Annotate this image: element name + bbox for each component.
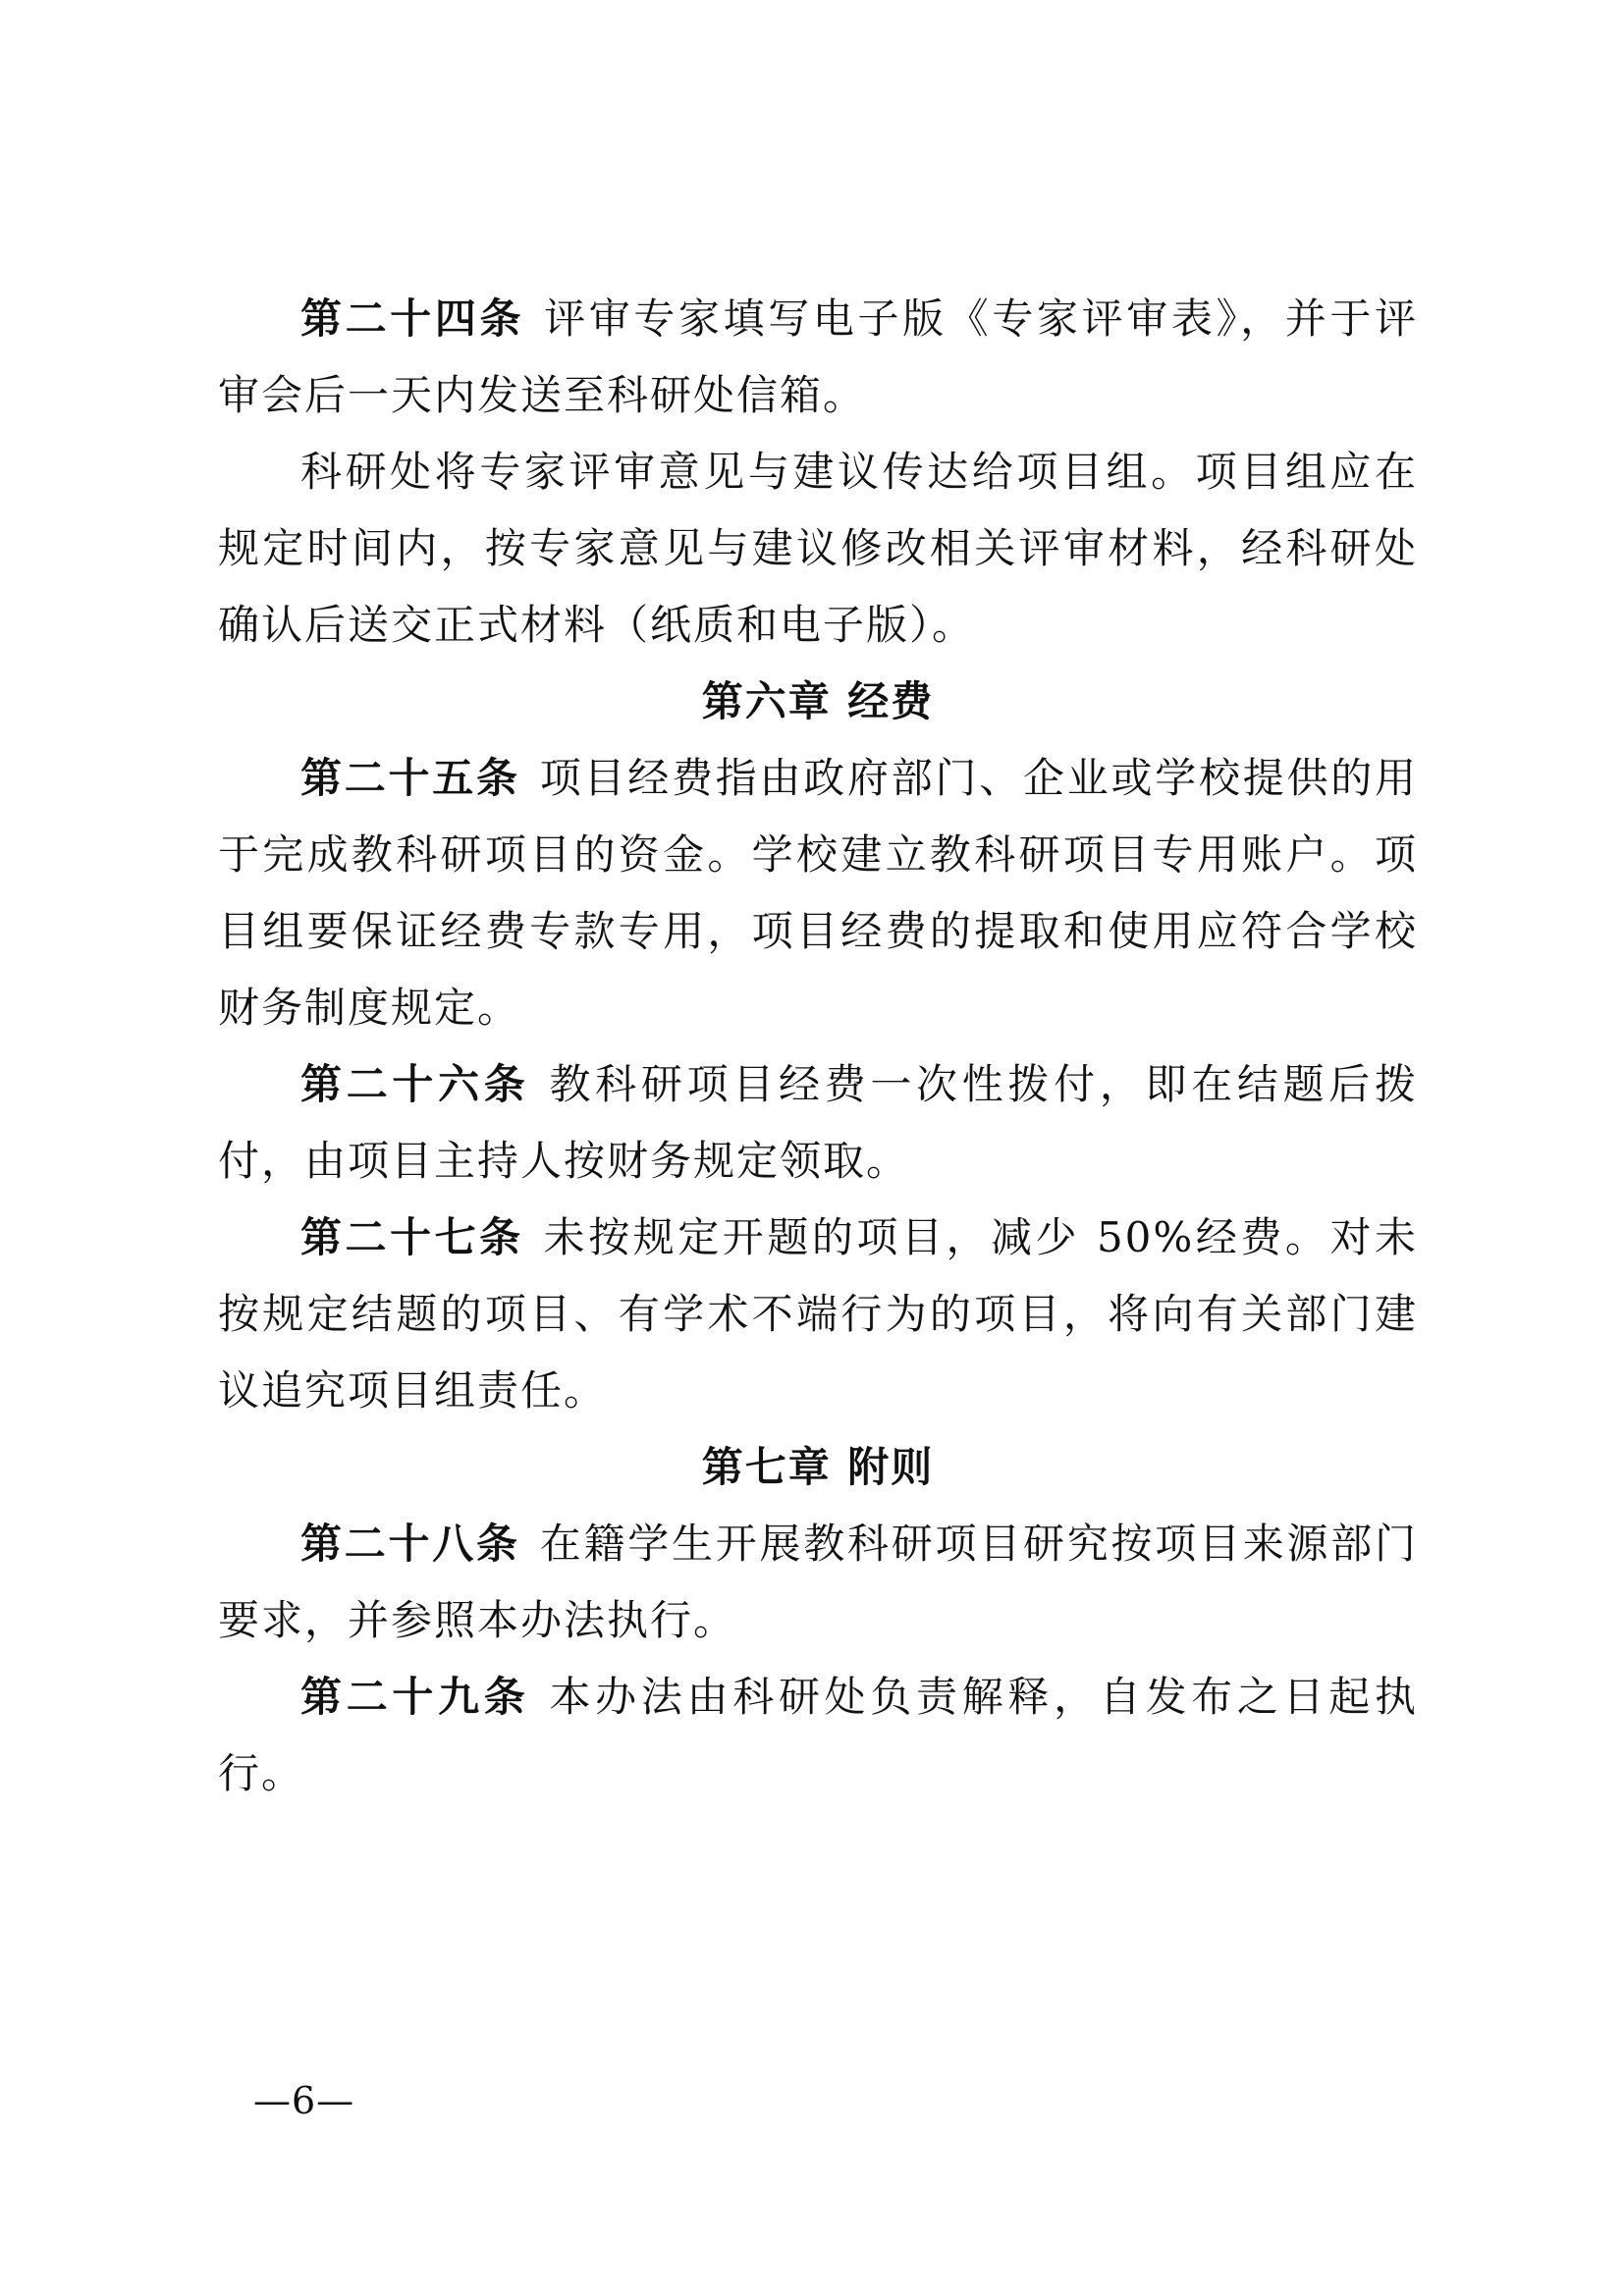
article-label: 第二十九条 — [300, 1673, 530, 1721]
article-24 — [218, 281, 1418, 434]
article-text: 未按规定开题的项目，减少 50%经费。对未按规定结题的项目、有学术不端行为的项目，将向有关部门建议追究项目组责任。 — [218, 1213, 1418, 1415]
article-label: 第二十四条 — [300, 294, 525, 343]
article-text: 评审专家填写电子版《专家评审表》，并于评审会后一天内发送至科研处信箱。 — [218, 294, 1418, 419]
article-text: 本办法由科研处负责解释，自发布之日起执行。 — [218, 1673, 1418, 1797]
article-25 — [218, 740, 1418, 1046]
article-text: 项目经费指由政府部门、企业或学校提供的用于完成教科研项目的资金。学校建立教科研项目专用账户。项目组要保证经费专款专用，项目经费的提取和使用应符合学校财务制度规定。 — [218, 754, 1418, 1032]
chapter-heading-supplementary: 第七章 附则 — [701, 1443, 935, 1491]
article-label: 第二十八条 — [300, 1520, 520, 1568]
paragraph-review-feedback — [218, 434, 1418, 664]
article-text: 教科研项目经费一次性拨付，即在结题后拨付，由项目主持人按财务规定领取。 — [218, 1060, 1418, 1185]
page-number: —6— — [253, 2079, 355, 2122]
article-28 — [218, 1506, 1418, 1659]
article-26 — [218, 1046, 1418, 1200]
article-29 — [218, 1659, 1418, 1812]
article-label: 第二十七条 — [300, 1213, 524, 1261]
paragraph-text: 科研处将专家评审意见与建议传达给项目组。项目组应在规定时间内，按专家意见与建议修改相关评审材料，经科研处确认后送交正式材料（纸质和电子版）。 — [218, 448, 1418, 649]
chapter-heading-funding: 第六章 经费 — [701, 677, 935, 725]
article-27 — [218, 1200, 1418, 1429]
article-label: 第二十六条 — [300, 1060, 530, 1108]
article-label: 第二十五条 — [300, 754, 520, 802]
article-text: 在籍学生开展教科研项目研究按项目来源部门要求，并参照本办法执行。 — [218, 1520, 1418, 1644]
document-body — [218, 281, 1418, 1812]
